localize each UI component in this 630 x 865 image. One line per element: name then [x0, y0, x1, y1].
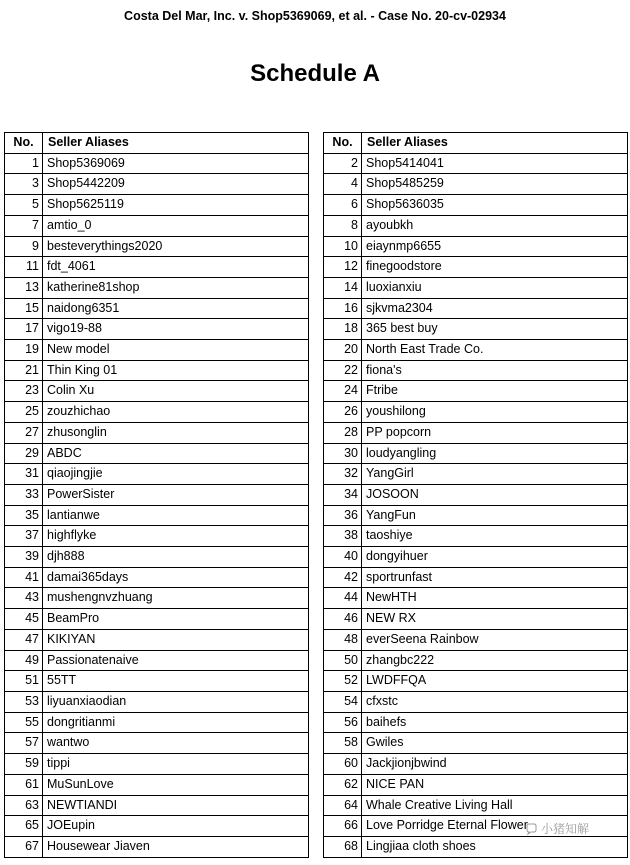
- table-row: [324, 277, 628, 298]
- seller-table-right: [323, 132, 628, 858]
- seller-alias: fiona's: [362, 360, 628, 381]
- seller-alias: dongritianmi: [43, 712, 309, 733]
- seller-alias: djh888: [43, 547, 309, 568]
- table-row: [5, 629, 309, 650]
- table-row: [324, 360, 628, 381]
- row-number: 8: [324, 215, 362, 236]
- table-row: [324, 733, 628, 754]
- row-number: 14: [324, 277, 362, 298]
- seller-alias: ayoubkh: [362, 215, 628, 236]
- row-number: 57: [5, 733, 43, 754]
- row-number: 37: [5, 526, 43, 547]
- seller-alias: sportrunfast: [362, 567, 628, 588]
- table-row: [324, 402, 628, 423]
- seller-alias: Colin Xu: [43, 381, 309, 402]
- table-row: [324, 795, 628, 816]
- table-row: [5, 733, 309, 754]
- row-number: 61: [5, 774, 43, 795]
- table-row: [5, 484, 309, 505]
- row-number: 11: [5, 257, 43, 278]
- table-row: [5, 195, 309, 216]
- row-number: 56: [324, 712, 362, 733]
- seller-alias: PowerSister: [43, 484, 309, 505]
- row-number: 59: [5, 754, 43, 775]
- column-header-no: No.: [5, 133, 43, 154]
- table-row: [5, 340, 309, 361]
- table-row: [324, 650, 628, 671]
- seller-alias: qiaojingjie: [43, 464, 309, 485]
- seller-alias: tippi: [43, 754, 309, 775]
- seller-alias: Thin King 01: [43, 360, 309, 381]
- table-row: [5, 319, 309, 340]
- row-number: 34: [324, 484, 362, 505]
- table-row: [324, 712, 628, 733]
- seller-alias: YangFun: [362, 505, 628, 526]
- seller-alias: amtio_0: [43, 215, 309, 236]
- seller-table-left: [4, 132, 309, 858]
- table-row: [324, 609, 628, 630]
- row-number: 51: [5, 671, 43, 692]
- row-number: 12: [324, 257, 362, 278]
- table-row: [324, 422, 628, 443]
- table-row: [5, 671, 309, 692]
- row-number: 23: [5, 381, 43, 402]
- table-row: [5, 422, 309, 443]
- table-row: [5, 443, 309, 464]
- column-header-no: No.: [324, 133, 362, 154]
- table-row: [324, 629, 628, 650]
- seller-alias: cfxstc: [362, 691, 628, 712]
- table-row: [324, 236, 628, 257]
- table-row: [5, 774, 309, 795]
- seller-alias: wantwo: [43, 733, 309, 754]
- seller-alias: finegoodstore: [362, 257, 628, 278]
- row-number: 17: [5, 319, 43, 340]
- column-header-seller-aliases: Seller Aliases: [362, 133, 628, 154]
- seller-alias: Shop5369069: [43, 153, 309, 174]
- seller-alias: lantianwe: [43, 505, 309, 526]
- seller-alias: besteverythings2020: [43, 236, 309, 257]
- seller-alias: Jackjionjbwind: [362, 754, 628, 775]
- seller-alias: damai365days: [43, 567, 309, 588]
- chat-bubble-icon: [524, 822, 538, 836]
- row-number: 13: [5, 277, 43, 298]
- row-number: 2: [324, 153, 362, 174]
- table-row: [5, 298, 309, 319]
- row-number: 16: [324, 298, 362, 319]
- row-number: 43: [5, 588, 43, 609]
- seller-alias: NEW RX: [362, 609, 628, 630]
- seller-alias: YangGirl: [362, 464, 628, 485]
- seller-alias: NICE PAN: [362, 774, 628, 795]
- case-title: Costa Del Mar, Inc. v. Shop5369069, et al. - Case No. 20-cv-02934: [124, 9, 506, 23]
- table-row: [5, 547, 309, 568]
- table-row: [324, 464, 628, 485]
- seller-alias: North East Trade Co.: [362, 340, 628, 361]
- row-number: 3: [5, 174, 43, 195]
- table-row: [324, 484, 628, 505]
- seller-alias: taoshiye: [362, 526, 628, 547]
- row-number: 68: [324, 836, 362, 857]
- row-number: 21: [5, 360, 43, 381]
- row-number: 29: [5, 443, 43, 464]
- row-number: 18: [324, 319, 362, 340]
- seller-alias: zhangbc222: [362, 650, 628, 671]
- row-number: 10: [324, 236, 362, 257]
- row-number: 26: [324, 402, 362, 423]
- seller-alias: Housewear Jiaven: [43, 836, 309, 857]
- table-row: [5, 464, 309, 485]
- row-number: 63: [5, 795, 43, 816]
- seller-alias: eiaynmp6655: [362, 236, 628, 257]
- table-row: [324, 319, 628, 340]
- seller-alias: Passionatenaive: [43, 650, 309, 671]
- table-row: [324, 174, 628, 195]
- table-row: [5, 402, 309, 423]
- row-number: 1: [5, 153, 43, 174]
- table-row: [324, 381, 628, 402]
- seller-alias: Whale Creative Living Hall: [362, 795, 628, 816]
- row-number: 55: [5, 712, 43, 733]
- table-row: [5, 650, 309, 671]
- row-number: 58: [324, 733, 362, 754]
- table-header-row: [324, 133, 628, 154]
- seller-alias: Shop5414041: [362, 153, 628, 174]
- row-number: 53: [5, 691, 43, 712]
- seller-alias: loudyangling: [362, 443, 628, 464]
- table-row: [5, 816, 309, 837]
- row-number: 40: [324, 547, 362, 568]
- table-row: [324, 340, 628, 361]
- row-number: 32: [324, 464, 362, 485]
- table-row: [5, 505, 309, 526]
- table-row: [5, 277, 309, 298]
- row-number: 42: [324, 567, 362, 588]
- row-number: 24: [324, 381, 362, 402]
- row-number: 7: [5, 215, 43, 236]
- row-number: 38: [324, 526, 362, 547]
- column-header-seller-aliases: Seller Aliases: [43, 133, 309, 154]
- table-row: [324, 567, 628, 588]
- row-number: 15: [5, 298, 43, 319]
- table-row: [5, 360, 309, 381]
- row-number: 44: [324, 588, 362, 609]
- row-number: 67: [5, 836, 43, 857]
- table-row: [324, 153, 628, 174]
- seller-alias: 365 best buy: [362, 319, 628, 340]
- row-number: 45: [5, 609, 43, 630]
- table-row: [5, 609, 309, 630]
- row-number: 9: [5, 236, 43, 257]
- table-row: [5, 588, 309, 609]
- row-number: 6: [324, 195, 362, 216]
- table-row: [5, 691, 309, 712]
- table-row: [5, 795, 309, 816]
- table-row: [324, 443, 628, 464]
- table-row: [324, 774, 628, 795]
- table-row: [324, 754, 628, 775]
- seller-alias: KIKIYAN: [43, 629, 309, 650]
- table-row: [5, 836, 309, 857]
- seller-alias: everSeena Rainbow: [362, 629, 628, 650]
- schedule-title: Schedule A: [250, 60, 380, 87]
- seller-alias: mushengnvzhuang: [43, 588, 309, 609]
- table-row: [5, 257, 309, 278]
- seller-alias: PP popcorn: [362, 422, 628, 443]
- row-number: 65: [5, 816, 43, 837]
- seller-alias: zouzhichao: [43, 402, 309, 423]
- table-row: [324, 588, 628, 609]
- row-number: 46: [324, 609, 362, 630]
- row-number: 39: [5, 547, 43, 568]
- seller-alias: JOEupin: [43, 816, 309, 837]
- table-row: [324, 547, 628, 568]
- table-row: [324, 195, 628, 216]
- row-number: 31: [5, 464, 43, 485]
- row-number: 60: [324, 754, 362, 775]
- seller-alias: fdt_4061: [43, 257, 309, 278]
- seller-alias: naidong6351: [43, 298, 309, 319]
- table-row: [5, 153, 309, 174]
- table-row: [324, 505, 628, 526]
- seller-alias: Shop5485259: [362, 174, 628, 195]
- seller-alias: youshilong: [362, 402, 628, 423]
- seller-alias: baihefs: [362, 712, 628, 733]
- seller-alias: highflyke: [43, 526, 309, 547]
- row-number: 35: [5, 505, 43, 526]
- row-number: 41: [5, 567, 43, 588]
- seller-alias: sjkvma2304: [362, 298, 628, 319]
- row-number: 50: [324, 650, 362, 671]
- row-number: 19: [5, 340, 43, 361]
- seller-alias: zhusonglin: [43, 422, 309, 443]
- seller-alias: Shop5442209: [43, 174, 309, 195]
- row-number: 54: [324, 691, 362, 712]
- row-number: 28: [324, 422, 362, 443]
- seller-alias: katherine81shop: [43, 277, 309, 298]
- table-row: [324, 215, 628, 236]
- row-number: 27: [5, 422, 43, 443]
- seller-alias: 55TT: [43, 671, 309, 692]
- table-row: [324, 526, 628, 547]
- seller-alias: vigo19-88: [43, 319, 309, 340]
- seller-alias: NEWTIANDI: [43, 795, 309, 816]
- table-row: [5, 381, 309, 402]
- row-number: 66: [324, 816, 362, 837]
- seller-alias: Shop5636035: [362, 195, 628, 216]
- row-number: 20: [324, 340, 362, 361]
- table-row: [324, 298, 628, 319]
- seller-alias: Shop5625119: [43, 195, 309, 216]
- seller-alias: Lingjiaa cloth shoes: [362, 836, 628, 857]
- row-number: 25: [5, 402, 43, 423]
- table-row: [5, 567, 309, 588]
- seller-alias: BeamPro: [43, 609, 309, 630]
- table-row: [324, 836, 628, 857]
- table-row: [5, 712, 309, 733]
- row-number: 36: [324, 505, 362, 526]
- seller-alias: LWDFFQA: [362, 671, 628, 692]
- table-header-row: [5, 133, 309, 154]
- watermark-text: 小猪知解: [541, 822, 590, 836]
- seller-alias: NewHTH: [362, 588, 628, 609]
- seller-alias: luoxianxiu: [362, 277, 628, 298]
- table-row: [324, 671, 628, 692]
- table-row: [324, 691, 628, 712]
- seller-alias: liyuanxiaodian: [43, 691, 309, 712]
- table-row: [5, 215, 309, 236]
- seller-alias: Gwiles: [362, 733, 628, 754]
- row-number: 22: [324, 360, 362, 381]
- seller-alias: New model: [43, 340, 309, 361]
- row-number: 62: [324, 774, 362, 795]
- table-row: [5, 174, 309, 195]
- row-number: 48: [324, 629, 362, 650]
- seller-alias: ABDC: [43, 443, 309, 464]
- seller-alias: JOSOON: [362, 484, 628, 505]
- table-row: [5, 236, 309, 257]
- row-number: 64: [324, 795, 362, 816]
- row-number: 33: [5, 484, 43, 505]
- table-row: [5, 754, 309, 775]
- row-number: 52: [324, 671, 362, 692]
- seller-alias: Ftribe: [362, 381, 628, 402]
- seller-alias: MuSunLove: [43, 774, 309, 795]
- row-number: 5: [5, 195, 43, 216]
- table-row: [5, 526, 309, 547]
- seller-alias: Love Porridge Eternal Flower: [362, 816, 628, 837]
- row-number: 49: [5, 650, 43, 671]
- table-row: [324, 257, 628, 278]
- seller-alias: dongyihuer: [362, 547, 628, 568]
- row-number: 30: [324, 443, 362, 464]
- row-number: 4: [324, 174, 362, 195]
- row-number: 47: [5, 629, 43, 650]
- watermark: [524, 820, 589, 837]
